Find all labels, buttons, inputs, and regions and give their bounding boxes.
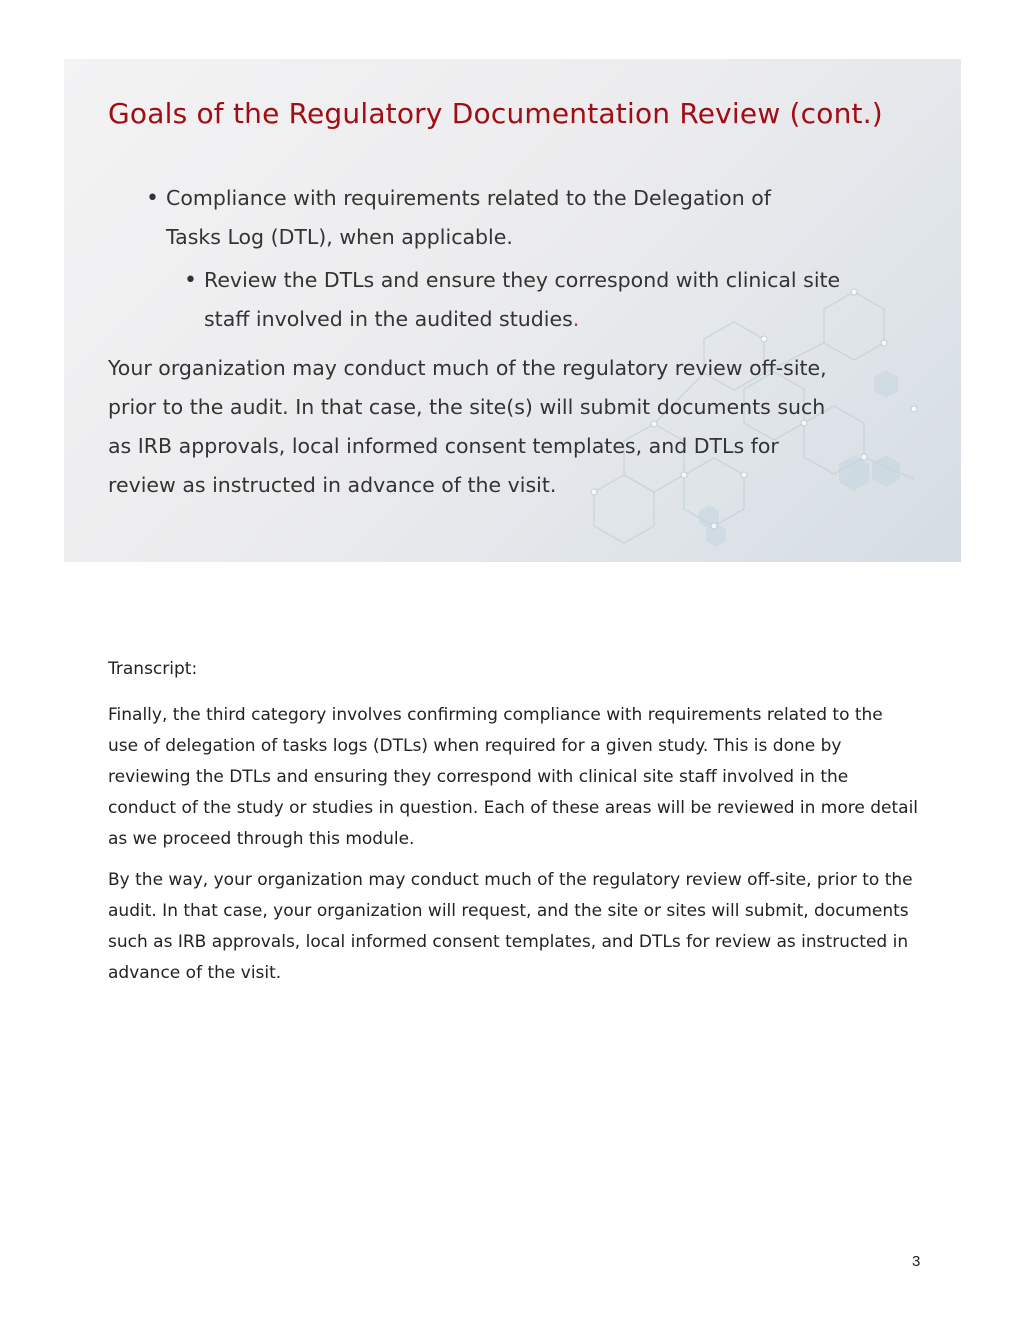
red-period-mark: .	[572, 307, 580, 331]
transcript-section	[108, 656, 918, 999]
slide-title: Goals of the Regulatory Documentation Review (cont.)	[108, 97, 883, 130]
bullet-item	[146, 179, 826, 257]
slide-paragraph: Your organization may conduct much of the regulatory review off-site, prior to the audit. In that case, the site(s) will submit documents such as IRB approvals, local informed consent templates, and DTLs for review as instructed in advance of the visit.	[108, 356, 827, 497]
sub-bullet-item	[184, 261, 844, 339]
transcript-paragraph: By the way, your organization may conduct much of the regulatory review off-site, prior to the audit. In that case, your organization will request, and the site or sites will submit, documents such as IRB approvals, local informed consent templates, and DTLs for review as instructed in advance of the visit.	[108, 870, 913, 983]
sub-bullet-text: Review the DTLs and ensure they correspond with clinical site staff involved in the audited studies	[204, 268, 841, 331]
bullet-dot-icon: •	[184, 268, 197, 293]
transcript-paragraph: Finally, the third category involves confirming compliance with requirements related to the use of delegation of tasks logs (DTLs) when required for a given study. This is done by reviewing the DTLs and ensuring they correspond with clinical site staff involved in the conduct of the study or studies in question. Each of these areas will be reviewed in more detail as we proceed through this module.	[108, 705, 919, 849]
transcript-label: Transcript:	[108, 659, 198, 679]
bullet-text: Compliance with requirements related to the Delegation of Tasks Log (DTL), when applicable.	[166, 186, 771, 249]
slide-image	[64, 59, 961, 562]
page-number: 3	[912, 1253, 921, 1270]
bullet-dot-icon: •	[146, 186, 159, 211]
